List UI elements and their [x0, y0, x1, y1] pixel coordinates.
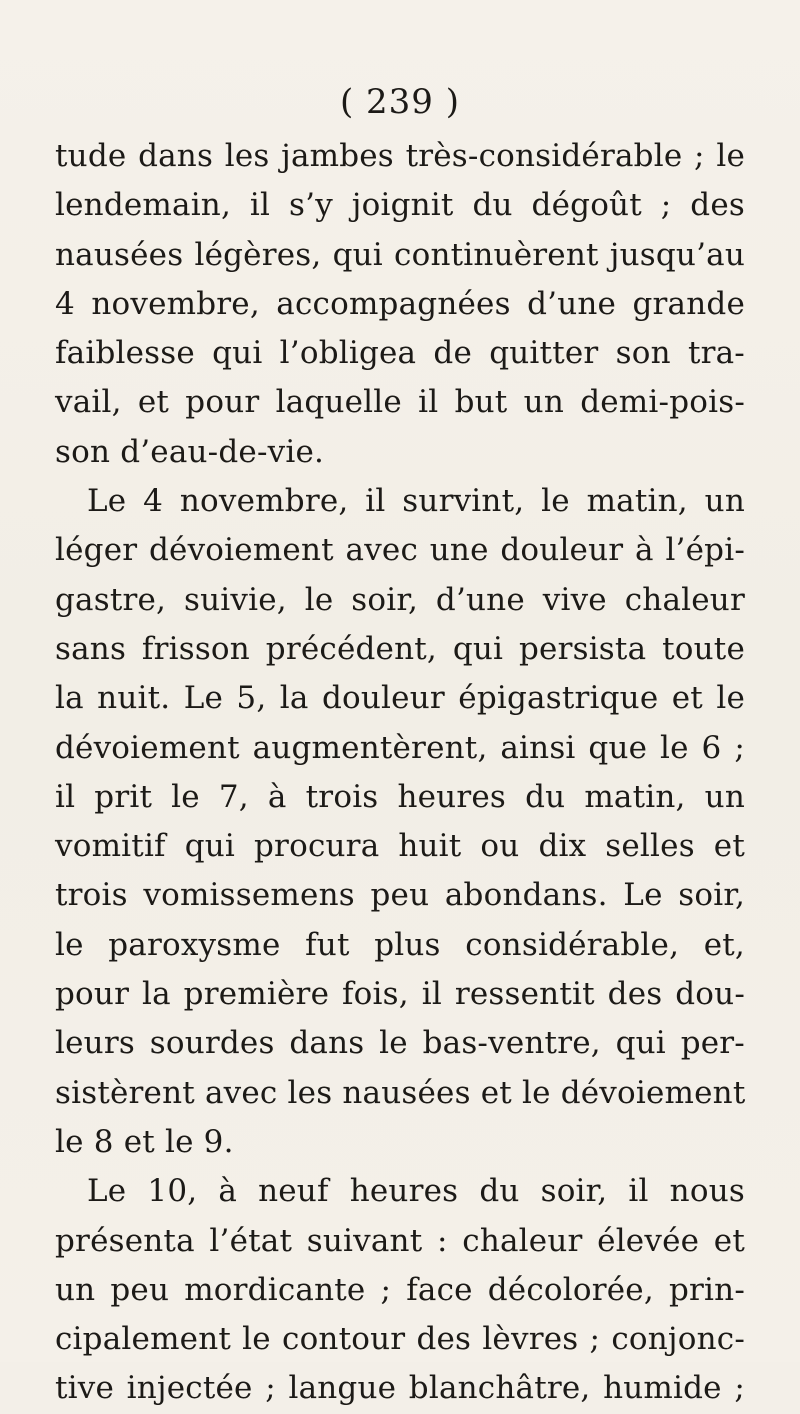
text-line: gastre, suivie, le soir, d’une vive chaleur [55, 581, 745, 618]
text-line: lendemain, il s’y joignit du dégoût ; des [55, 187, 745, 224]
text-line: dévoiement augmentèrent, ainsi que le 6 ; [55, 729, 745, 766]
body-text [55, 132, 745, 1414]
text-line: faiblesse qui l’obligea de quitter son tra- [55, 335, 745, 372]
text-line: sans frisson précédent, qui persista toute [55, 630, 745, 667]
text-line: léger dévoiement avec une douleur à l’épi- [55, 532, 745, 569]
text-line: vail, et pour laquelle il but un demi-pois- [55, 384, 745, 421]
text-line: leurs sourdes dans le bas-ventre, qui per- [55, 1025, 745, 1062]
text-line: 4 novembre, accompagnées d’une grande [55, 285, 745, 322]
text-line: son d’eau-de-vie. [55, 433, 325, 470]
text-line: il prit le 7, à trois heures du matin, un [55, 778, 745, 815]
text-line: le paroxysme fut plus considérable, et, [55, 926, 745, 963]
text-line: sistèrent avec les nausées et le dévoiement [55, 1074, 746, 1111]
text-line: la nuit. Le 5, la douleur épigastrique et le [55, 680, 745, 717]
text-line: cipalement le contour des lèvres ; conjonc- [55, 1321, 745, 1358]
text-line: tude dans les jambes très-considérable ; le [55, 138, 745, 174]
text-line: Le 4 novembre, il survint, le matin, un [87, 483, 745, 520]
text-line: Le 10, à neuf heures du soir, il nous [87, 1173, 745, 1210]
text-line: présenta l’état suivant : chaleur élevée et [55, 1222, 745, 1259]
text-line: nausées légères, qui continuèrent jusqu’au [55, 236, 745, 273]
text-line: trois vomissemens peu abondans. Le soir, [55, 877, 745, 914]
text-line: vomitif qui procura huit ou dix selles et [55, 828, 745, 865]
text-line: pour la première fois, il ressentit des dou- [55, 976, 745, 1013]
text-line: un peu mordicante ; face décolorée, prin- [55, 1271, 745, 1308]
page-number: ( 239 ) [339, 82, 461, 122]
text-line: le 8 et le 9. [55, 1123, 234, 1160]
text-line: tive injectée ; langue blanchâtre, humide ; [55, 1370, 745, 1407]
